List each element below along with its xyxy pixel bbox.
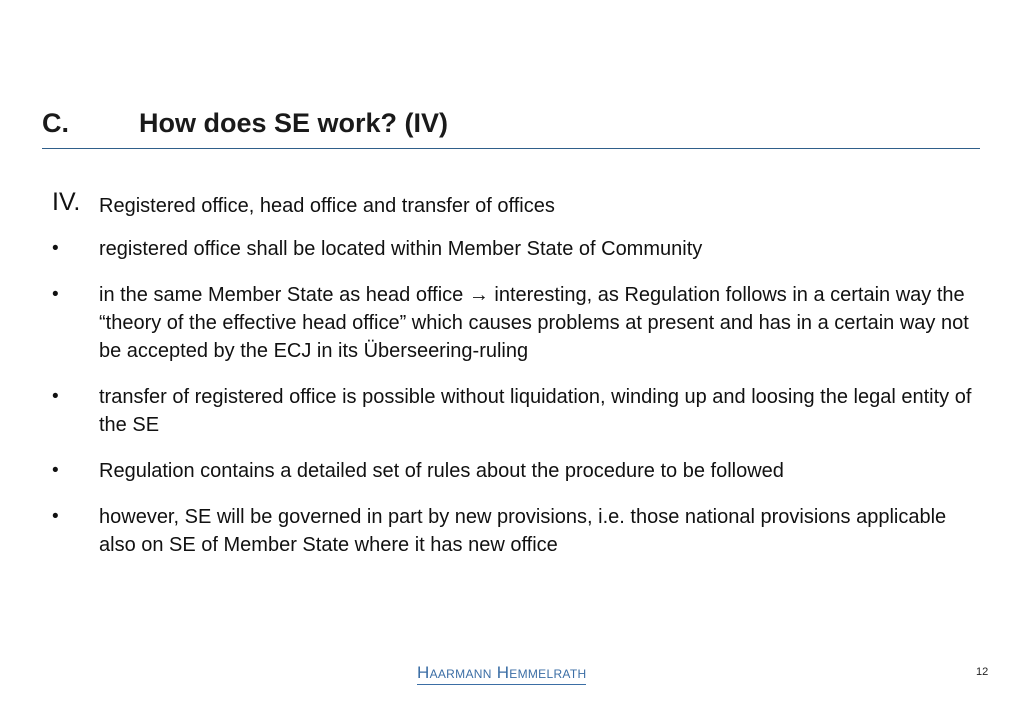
right-arrow-icon: → [468, 284, 489, 306]
bullet-list [52, 235, 982, 559]
bullet-icon: • [52, 460, 59, 481]
bullet-icon: • [52, 386, 59, 407]
slide-title: How does SE work? (IV) [139, 108, 449, 138]
section-letter: C. [42, 108, 69, 138]
bullet-item [52, 235, 982, 263]
bullet-text: transfer of registered office is possible without liquidation, winding up and loosing the legal entity of the SE [99, 386, 972, 436]
bullet-icon: • [52, 284, 59, 305]
section-number: IV. [52, 188, 81, 216]
bullet-text-part: interesting, as Regulation follows in a certain way the “theory of the effective head office” which causes problems at present and has in a certain way not be accepted by the ECJ in its Überseering-ruling [99, 284, 969, 362]
bullet-text: registered office shall be located within Member State of Community [99, 238, 703, 260]
section-heading-text: Registered office, head office and transfer of offices [99, 195, 555, 217]
bullet-item [52, 383, 982, 439]
bullet-icon: • [52, 238, 59, 259]
bullet-icon: • [52, 506, 59, 527]
bullet-item [52, 281, 982, 365]
bullet-text: Regulation contains a detailed set of rules about the procedure to be followed [99, 460, 784, 482]
bullet-item [52, 503, 982, 559]
title-row [42, 108, 982, 144]
page-number: 12 [976, 666, 989, 678]
title-divider [42, 148, 980, 149]
company-logo: Haarmann Hemmelrath [417, 663, 586, 685]
bullet-item [52, 457, 982, 485]
section-heading [52, 190, 982, 224]
slide-content [52, 190, 982, 559]
bullet-text: however, SE will be governed in part by new provisions, i.e. those national provisions applicable also on SE of Member State where it has new office [99, 506, 947, 556]
bullet-text-part: in the same Member State as head office [99, 284, 469, 306]
